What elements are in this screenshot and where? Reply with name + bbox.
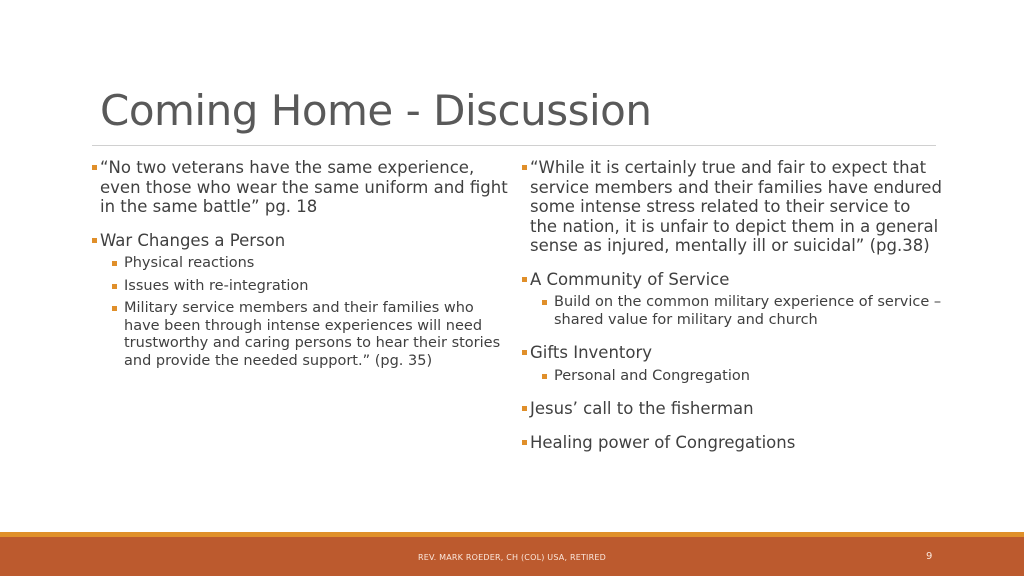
subbullet-text: Military service members and their families who have been through intense experiences will need trustworthy and caring persons to hear their stories and provide the needed support.” (pg. 35) xyxy=(124,300,501,369)
bullet-square-icon xyxy=(522,165,527,170)
left-column xyxy=(92,158,512,370)
title-divider xyxy=(92,145,936,146)
bullet-text: Gifts Inventory xyxy=(530,343,653,362)
bullet-square-icon xyxy=(92,238,97,243)
subbullet-text: Personal and Congregation xyxy=(554,367,750,384)
bullet-square-icon xyxy=(522,350,527,355)
bullet-text: A Community of Service xyxy=(530,269,730,289)
bullet-square-icon xyxy=(92,165,97,170)
bullet-quote-stress xyxy=(522,158,942,256)
bullet-square-icon xyxy=(522,440,527,445)
slide-title: Coming Home - Discussion xyxy=(100,86,652,135)
subbullet-square-icon xyxy=(112,306,117,311)
bullet-community xyxy=(522,270,942,290)
subbullet-military-families xyxy=(92,300,512,370)
bullet-war-changes xyxy=(92,231,512,251)
subbullet-text: Issues with re-integration xyxy=(124,277,309,294)
subbullet-personal xyxy=(522,368,942,386)
bullet-text: Healing power of Congregations xyxy=(530,432,796,452)
subbullet-square-icon xyxy=(542,374,547,379)
footer-author: REV. MARK ROEDER, CH (COL) USA, RETIRED xyxy=(418,553,606,562)
bullet-text: War Changes a Person xyxy=(100,230,286,250)
subbullet-square-icon xyxy=(542,300,547,305)
right-column xyxy=(522,158,942,452)
page-number: 9 xyxy=(926,551,933,562)
bullet-gifts xyxy=(522,343,942,363)
subbullet-text: Build on the common military experience of service – shared value for military and church xyxy=(554,294,942,328)
subbullet-text: Physical reactions xyxy=(124,255,255,271)
footer-band xyxy=(0,537,1024,576)
bullet-square-icon xyxy=(522,277,527,282)
bullet-text: “No two veterans have the same experience, even those who wear the same uniform and fight in the same battle” pg. 18 xyxy=(100,158,508,216)
bullet-text: Jesus’ call to the fisherman xyxy=(530,399,754,418)
bullet-healing xyxy=(522,433,942,453)
subbullet-build-on xyxy=(522,294,942,329)
subbullet-physical xyxy=(92,255,512,273)
subbullet-square-icon xyxy=(112,284,117,289)
subbullet-reintegration xyxy=(92,278,512,296)
subbullet-square-icon xyxy=(112,261,117,266)
bullet-text: “While it is certainly true and fair to expect that service members and their families have endured some intense stress related to their service to the nation, it is unfair to depict them in a general sense as injured, mentally ill or suicidal” (pg.38) xyxy=(530,158,942,255)
bullet-jesus-call xyxy=(522,399,942,419)
bullet-square-icon xyxy=(522,406,527,411)
bullet-quote-veterans xyxy=(92,158,512,217)
